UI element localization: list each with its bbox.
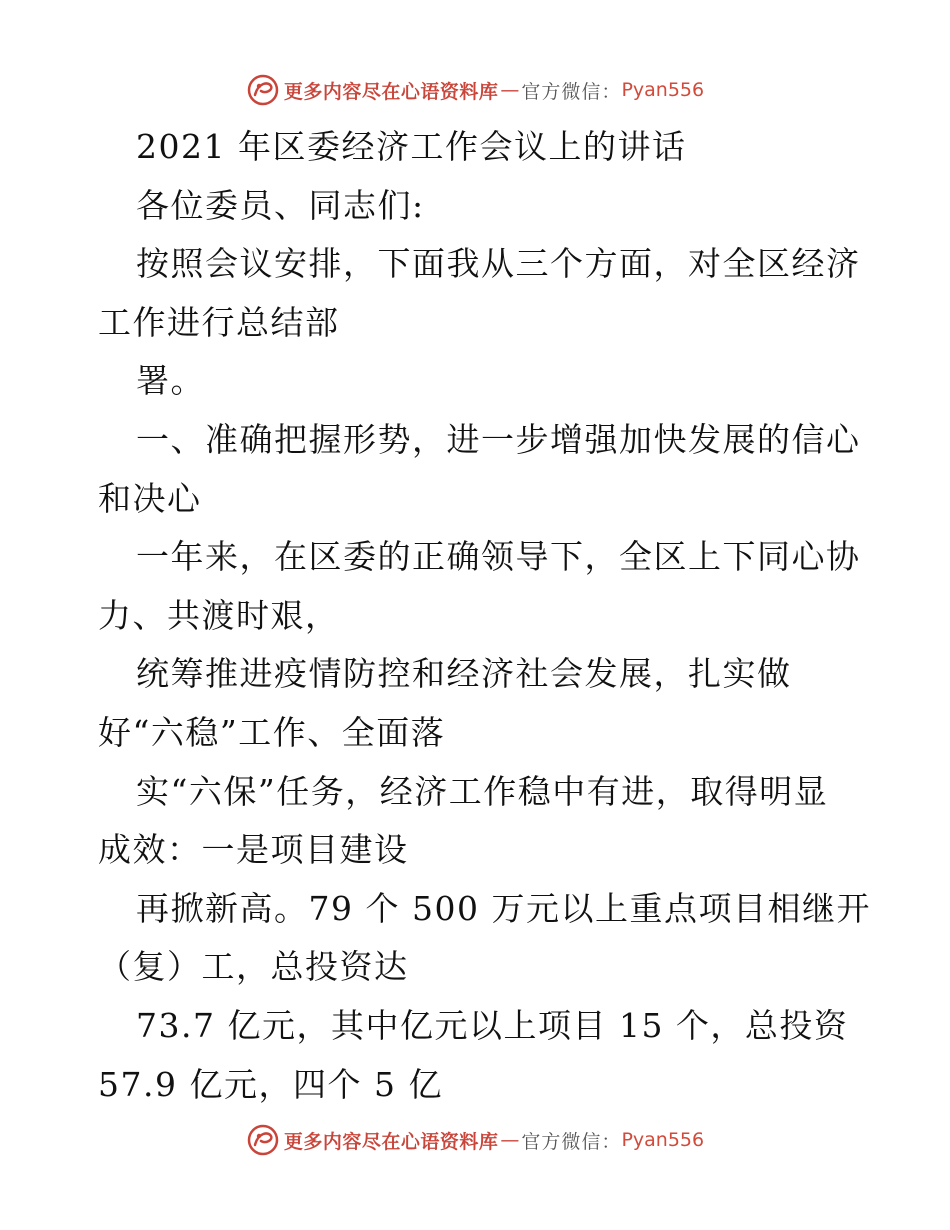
section-heading-continued: 和决心 [98,478,202,518]
watermark-sub-text: 官方微信： [521,80,622,103]
watermark-main-text: 更多内容尽在心语资料库 [283,80,499,103]
red-swirl-logo-icon [246,1123,280,1157]
watermark-sub-text: 官方微信： [521,1130,622,1153]
paragraph-line: 力、共渡时艰， [98,595,340,635]
watermark-main-text: 更多内容尽在心语资料库 [283,1130,499,1153]
footer-watermark [0,1120,950,1160]
paragraph-line: 实“六保”任务，经济工作稳中有进，取得明显 [136,771,829,811]
paragraph-line: 再掀新高。79 个 500 万元以上重点项目相继开 [136,888,871,928]
paragraph-line: 统筹推进疫情防控和经济社会发展，扎实做 [136,654,792,694]
document-title: 2021 年区委经济工作会议上的讲话 [136,127,687,166]
paragraph-line: 73.7 亿元，其中亿元以上项目 15 个，总投资 [136,1005,849,1045]
paragraph-line: 工作进行总结部 [98,302,340,342]
salutation: 各位委员、同志们: [136,185,425,225]
paragraph-line: （复）工，总投资达 [98,947,409,987]
section-heading: 一、准确把握形势，进一步增强加快发展的信心 [136,419,861,459]
paragraph-line: 好“六稳”工作、全面落 [98,712,446,752]
watermark-wechat-id: Pyan556 [621,1129,705,1151]
watermark-dash: — [500,79,520,101]
paragraph-line: 成效：一是项目建设 [98,830,409,870]
header-watermark [0,70,950,110]
paragraph-line: 按照会议安排，下面我从三个方面，对全区经济 [136,244,861,284]
paragraph-line: 57.9 亿元，四个 5 亿 [98,1064,443,1104]
paragraph-line: 一年来，在区委的正确领导下，全区上下同心协 [136,537,861,577]
document-body [98,118,871,1114]
watermark-dash: — [500,1129,520,1151]
watermark-wechat-id: Pyan556 [621,79,705,101]
red-swirl-logo-icon [246,73,280,107]
paragraph-line: 署。 [136,361,205,401]
